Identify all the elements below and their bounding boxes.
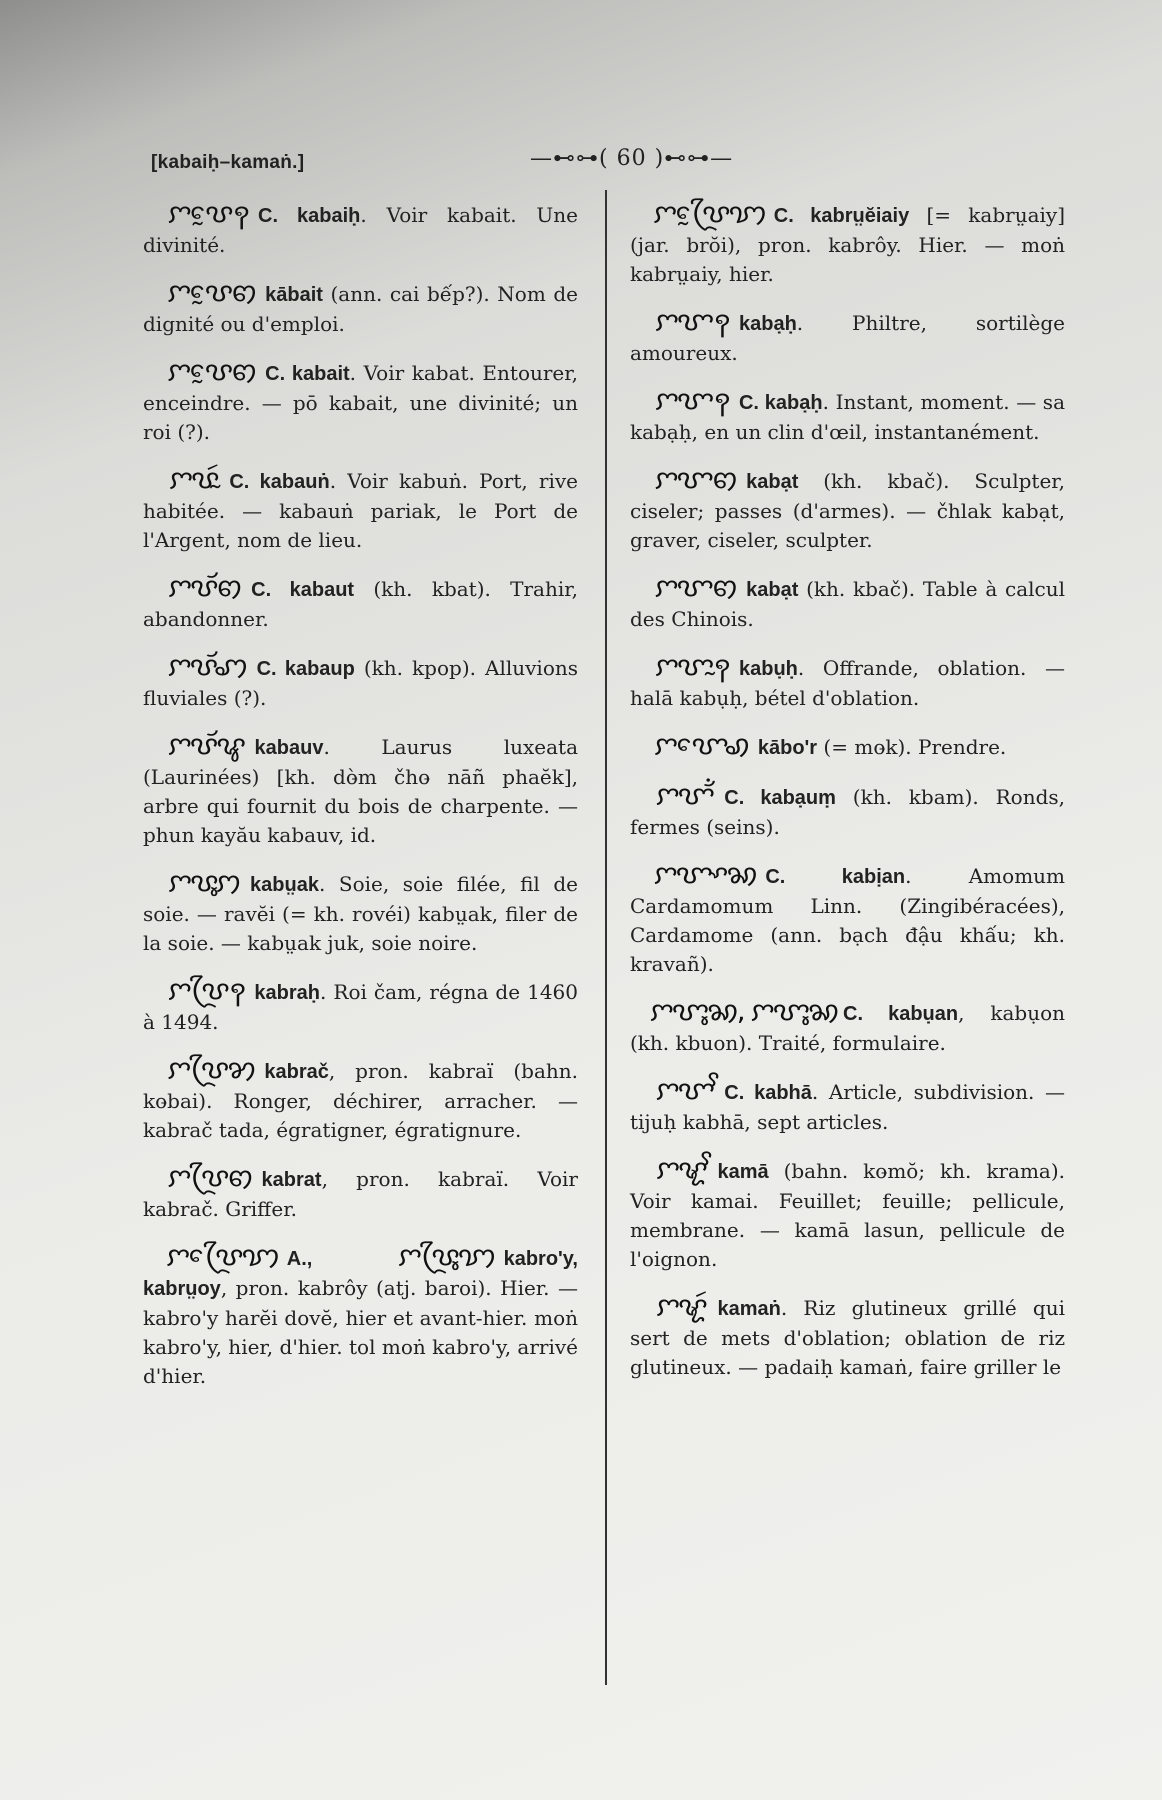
dictionary-entry: [630, 998, 1065, 1058]
right-column: [630, 200, 1065, 1401]
headword: C. kabụan: [843, 1003, 959, 1025]
dictionary-entry: [143, 466, 578, 555]
dictionary-entry: [630, 732, 1065, 763]
headword: C. kabaut: [251, 579, 355, 601]
headword: kabạḥ: [738, 313, 797, 335]
cham-script: ꨆꨞꩍ: [654, 386, 729, 416]
cham-script: ꨆꨝꨴꩅ: [167, 1163, 252, 1193]
entry-text: . Amomum Cardamomum Linn. (Zingibéracées), Cardamome (ann. bạch đậu khấu; kh. kravañ).: [630, 864, 1065, 976]
entry-text: , pron. kabraï (bahn. ko̵bai). Ronger, déchirer, arracher. — kabrač tada, égratigner, égratignure.: [143, 1059, 578, 1142]
cham-script: ꨆꨝꨮꩇ: [167, 652, 247, 682]
entry-text: , pron. kabraï. Voir kabrač. Griffer.: [143, 1167, 578, 1221]
cham-script: ꨆꨝꨭꩃ: [168, 465, 218, 495]
entry-text: [= kabrṳaiy] (jar. brŏi), pron. kabrôy. Hier. — moṅ kabrṳaiy, hier.: [630, 203, 1065, 286]
dictionary-entry: [630, 782, 1065, 842]
entry-text: (ann. cai bếp?). Nom de dignité ou d'emploi.: [143, 282, 578, 336]
cham-script: ꨆꨞꨳꩆ: [653, 860, 756, 890]
headword: C. kabaiḥ: [258, 205, 361, 227]
cham-script: ꨆꨠꩃ: [655, 1292, 706, 1322]
headword: kabrač: [264, 1061, 329, 1083]
entry-text: , kabụon (kh. kbuon). Traité, formulaire.: [630, 1001, 1065, 1055]
dictionary-entry: [143, 279, 578, 339]
dictionary-entry: [630, 1293, 1065, 1382]
headword: C. kabrṳĕiaiy: [773, 205, 910, 227]
cham-script: ꨆꨞꨯꩉ: [653, 731, 749, 761]
headword: kabụḥ: [738, 658, 798, 680]
cham-script: ꨆꨠꨩ: [655, 1155, 706, 1185]
cham-script: ꨆꨝꨮꩅ: [167, 573, 241, 603]
cham-script: ꨆꨝꨶꩀ: [167, 868, 240, 898]
headword: C. kabạḥ: [738, 392, 823, 414]
entry-text: , pron. kabrôy (atj. baroi). Hier. — kabro'y harĕi dovĕ, hier et avant-hier. moṅ kabro'y, hier, d'hier. tol moṅ kabro'y, arrivé d'hier.: [143, 1276, 578, 1388]
cham-script: ꨆꨞꨭꩍ: [654, 652, 729, 682]
dictionary-entry: [143, 200, 578, 260]
entry-text: . Article, subdivision. — tijuḥ kabhā, sept articles.: [630, 1080, 1065, 1134]
dictionary-entry: [630, 1077, 1065, 1137]
dictionary-entry: [143, 653, 578, 713]
entry-text: (= mo̵k). Prendre.: [817, 735, 1007, 759]
cham-script: ꨆꨞꨮꩌ: [655, 781, 713, 811]
cham-script: ꨆꨝꨰꩅ: [166, 357, 256, 387]
headword: C. kabịan: [765, 866, 906, 888]
entry-text: (kh. kbat). Trahir, abandonner.: [143, 577, 578, 631]
headword: kabauv: [254, 737, 324, 759]
dictionary-entry: [630, 861, 1065, 979]
headword: kabro'y, kabrṳoy: [143, 1248, 578, 1300]
cham-script: ꨆꨝꨴꨰꩈ: [652, 199, 765, 229]
headword: C. kabait: [265, 363, 350, 385]
dictionary-entry: [630, 308, 1065, 368]
entry-text: . Philtre, sortilège amoureux.: [630, 311, 1065, 365]
cham-script: ꨆꨝꨴꩍ: [167, 976, 244, 1006]
entry-text: . Voir kabuṅ. Port, rive habitée. — kabauṅ pariak, le Port de l'Argent, nom de lieu.: [143, 469, 579, 552]
entry-text: (kh. kpop). Alluvions fluviales (?).: [143, 656, 579, 710]
cham-script: ꨆꨞꨶꩆ, ꨆꨞꨶꩆ: [649, 997, 838, 1027]
cham-script: ꨆꨝꨴꨶꩈ: [397, 1242, 494, 1272]
entry-text: (kh. kbač). Sculpter, ciseler; passes (d'armes). — čhlak kabạt, graver, ciseler, sculpter.: [630, 469, 1065, 552]
headword: kamā: [717, 1161, 769, 1183]
dictionary-entry: [630, 387, 1065, 447]
dictionary-entry: [630, 1156, 1065, 1274]
headword: kābo'r: [757, 737, 818, 759]
headword: C. kabhā: [724, 1082, 812, 1104]
dictionary-entry: [630, 200, 1065, 289]
dictionary-entry: [143, 358, 578, 447]
dictionary-entry: [143, 1243, 578, 1391]
cham-script: ꨆꨝꨰꩍ: [167, 199, 248, 229]
headword: kabraḥ: [254, 982, 320, 1004]
column-divider: [605, 190, 607, 1685]
entry-text: . Laurus luxeata (Laurinées) [kh. dò̵m čho̵ nāñ phaĕk], arbre qui fournit du bois de charpente. — phun kayău kabauv, id.: [143, 735, 578, 847]
headword: A.,: [286, 1248, 398, 1270]
entry-text: . Soie, soie filée, fil de soie. — ravĕi (= kh. rovéi) kabṳak, filer de la soie. — kabṳak juk, soie noire.: [143, 872, 578, 955]
headword: kābait: [265, 284, 323, 306]
cham-script: ꨆꨝꨴꨯꩈ: [165, 1242, 278, 1272]
headword: kabạt: [746, 579, 799, 601]
headword: kabṳak: [250, 874, 319, 896]
headword: kabrat: [261, 1169, 322, 1191]
entry-text: . Offrande, oblation. — halā kabụḥ, bétel d'oblation.: [630, 656, 1065, 710]
cham-script: ꨆꨞꩍ: [654, 307, 729, 337]
left-column: [143, 200, 578, 1410]
entry-text: . Riz glutineux grillé qui sert de mets d'oblation; oblation de riz glutineux. — padaiḥ kamaṅ, faire griller le: [630, 1296, 1065, 1379]
dictionary-entry: [143, 1164, 578, 1224]
dictionary-entry: [143, 869, 578, 958]
dictionary-entry: [143, 977, 578, 1037]
dictionary-entry: [630, 466, 1065, 555]
cham-script: ꨆꨝꨴꩄ: [167, 1055, 255, 1085]
cham-script: ꨆꨞꨩ: [655, 1076, 713, 1106]
entry-text: . Instant, moment. — sa kabạḥ, en un clin d'œil, instantanément.: [630, 390, 1065, 444]
dictionary-page: [135, 130, 1095, 1730]
headword: C. kabaup: [256, 658, 355, 680]
cham-script: ꨆꨝꨮꨥ: [167, 731, 245, 761]
cham-script: ꨆꨞꩅ: [654, 465, 736, 495]
entry-text: . Roi čam, régna de 1460 à 1494.: [143, 980, 578, 1034]
running-head: [kabaiḥ–kamaṅ.]: [151, 152, 305, 173]
entry-text: . Voir kabat. Entourer, enceindre. — pō kabait, une divinité; un roi (?).: [143, 361, 578, 444]
headword: C. kabạuṃ: [724, 787, 836, 809]
entry-text: . Voir kabait. Une divinité.: [143, 203, 579, 257]
cham-script: ꨆꨝꨰꩅ: [166, 278, 256, 308]
dictionary-entry: [630, 653, 1065, 713]
entry-text: (kh. kbač). Table à calcul des Chinois.: [630, 577, 1065, 631]
cham-script: ꨆꨞꩅ: [654, 573, 736, 603]
dictionary-entry: [143, 732, 578, 850]
page-number: —⊷⊶( 60 )⊷⊶—: [530, 146, 734, 171]
entry-text: (kh. kbam). Ronds, fermes (seins).: [630, 785, 1065, 839]
dictionary-entry: [630, 574, 1065, 634]
headword: C. kabauṅ: [229, 471, 330, 493]
dictionary-entry: [143, 1056, 578, 1145]
page-header: [145, 138, 1085, 188]
dictionary-entry: [143, 574, 578, 634]
headword: kabạt: [746, 471, 799, 493]
entry-text: (bahn. ko̵mŏ; kh. krama). Voir kamai. Feuillet; feuille; pellicule, membrane. — kamā lasun, pellicule de l'oignon.: [630, 1159, 1065, 1271]
headword: kamaṅ: [717, 1298, 781, 1320]
